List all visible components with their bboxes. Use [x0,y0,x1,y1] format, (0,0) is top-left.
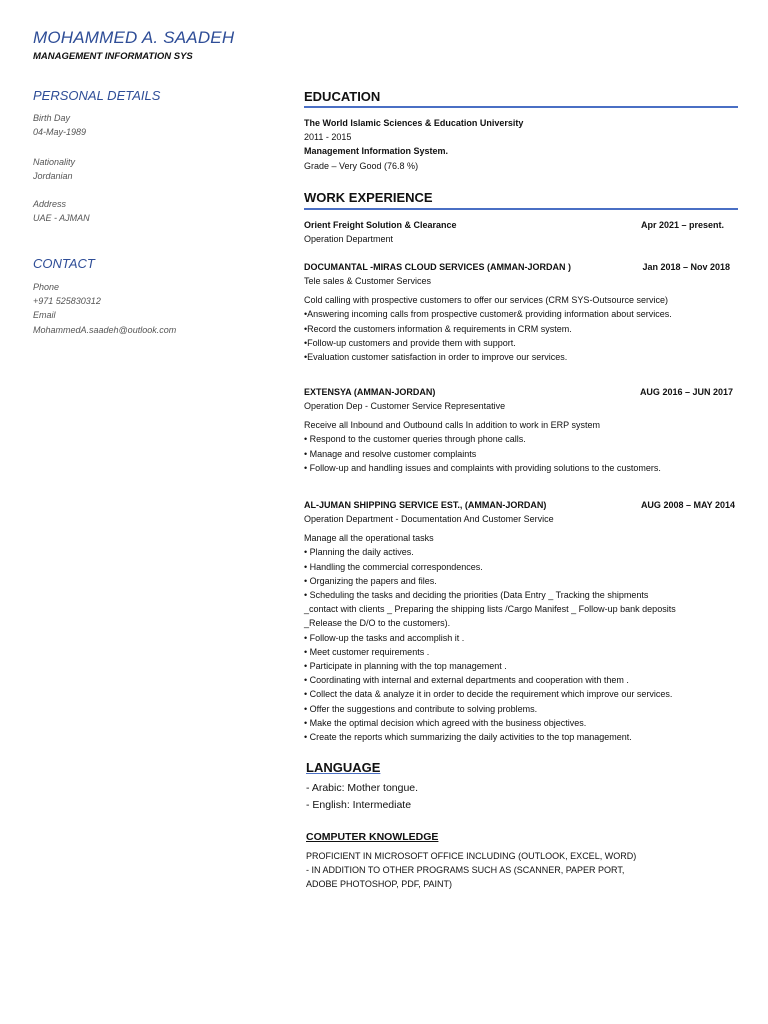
candidate-title: MANAGEMENT INFORMATION SYS [33,51,193,62]
job-role: Operation Department - Documentation And Customer Service [304,514,554,524]
contact-heading: CONTACT [33,256,95,271]
job-duty: _Release the D/O to the customers). [304,618,451,629]
job-dates: Apr 2021 – present. [640,220,724,230]
job-duty: • Meet customer requirements . [304,646,430,657]
personal-details-heading: PERSONAL DETAILS [33,88,161,103]
computer-knowledge-heading: COMPUTER KNOWLEDGE [306,831,439,843]
job-duty: • Handling the commercial correspondences. [304,561,483,572]
education-block [304,116,738,173]
email-label: Email [33,310,56,320]
job-duty: •Answering incoming calls from prospective customer& providing information about services. [304,309,672,320]
education-divider [304,106,738,108]
candidate-name: MOHAMMED A. SAADEH [33,28,235,47]
job-company: Orient Freight Solution & Clearance [304,220,457,230]
job-duty: Manage all the operational tasks [304,533,434,544]
education-degree: Management Information System. [304,146,449,157]
job-duty: Cold calling with prospective customers to offer our services (CRM SYS-Outsource service) [304,295,668,306]
address-value: UAE - AJMAN [33,213,90,223]
language-heading: LANGUAGE [306,760,381,775]
job-duty: • Participate in planning with the top management . [304,661,507,672]
job-duty: Receive all Inbound and Outbound calls In addition to work in ERP system [304,420,601,431]
job-duty: • Follow-up and handling issues and complaints with providing solutions to the customers. [304,462,661,473]
computer-knowledge-line: ADOBE PHOTOSHOP, PDF, PAINT) [306,879,453,889]
language-item: - Arabic: Mother tongue. [306,782,419,794]
email-link[interactable]: MohammedA.saadeh@outlook.com [33,325,177,335]
education-years: 2011 - 2015 [304,132,352,143]
phone-label: Phone [33,282,60,292]
job-entry [304,218,738,246]
job-duty: • Organizing the papers and files. [304,575,437,586]
job-entry [304,385,738,475]
job-duty: • Planning the daily actives. [304,547,414,558]
job-duty: •Follow-up customers and provide them with support. [304,337,516,348]
job-duty: • Coordinating with internal and external departments and cooperation with them . [304,675,629,686]
job-duty: • Manage and resolve customer complaints [304,448,477,459]
phone-value: +971 525830312 [33,296,101,306]
work-experience-heading: WORK EXPERIENCE [304,190,433,205]
job-dates: Jan 2018 – Nov 2018 [642,262,730,272]
computer-knowledge-line: PROFICIENT IN MICROSOFT OFFICE INCLUDING (OUTLOOK, EXCEL, WORD) [306,851,637,861]
birthday-value: 04-May-1989 [33,127,87,137]
job-duty: • Respond to the customer queries through phone calls. [304,434,526,445]
job-role: Operation Dep - Customer Service Representative [304,401,506,411]
education-heading: EDUCATION [304,89,381,104]
address-label: Address [33,199,67,209]
computer-knowledge-line: - IN ADDITION TO OTHER PROGRAMS SUCH AS (SCANNER, PAPER PORT, [306,865,625,875]
job-dates: AUG 2008 – MAY 2014 [640,500,735,510]
job-entry [304,260,738,364]
job-duty: _contact with clients _ Preparing the shipping lists /Cargo Manifest _ Follow-up bank deposits [304,604,676,615]
job-duty: •Record the customers information & requirements in CRM system. [304,323,572,334]
job-duty: • Create the reports which summarizing the daily activities to the top management. [304,732,632,743]
work-experience-divider [304,208,738,210]
job-entry [304,498,738,744]
job-company: AL-JUMAN SHIPPING SERVICE EST., (AMMAN-JORDAN) [304,500,547,510]
job-company: EXTENSYA (AMMAN-JORDAN) [304,387,436,397]
job-duty: • Follow-up the tasks and accomplish it . [304,632,465,643]
job-duty: • Collect the data & analyze it in order to decide the requirement which improve our services. [304,689,673,700]
job-duty: • Scheduling the tasks and deciding the priorities (Data Entry _ Tracking the shipments [304,590,649,601]
job-role: Operation Department [304,234,394,244]
language-item: - English: Intermediate [306,799,412,811]
nationality-value: Jordanian [33,171,73,181]
job-role: Tele sales & Customer Services [304,276,432,286]
education-school: The World Islamic Sciences & Education University [304,118,524,128]
job-dates: AUG 2016 – JUN 2017 [639,387,733,397]
job-duty: • Make the optimal decision which agreed with the business objectives. [304,717,587,728]
education-grade: Grade – Very Good (76.8 %) [304,160,419,171]
job-duty: •Evaluation customer satisfaction in order to improve our services. [304,352,568,363]
birthday-label: Birth Day [33,113,71,123]
job-company: DOCUMANTAL -MIRAS CLOUD SERVICES (AMMAN-JORDAN ) [304,262,571,272]
job-duty: • Offer the suggestions and contribute to solving problems. [304,703,538,714]
nationality-label: Nationality [33,157,76,167]
